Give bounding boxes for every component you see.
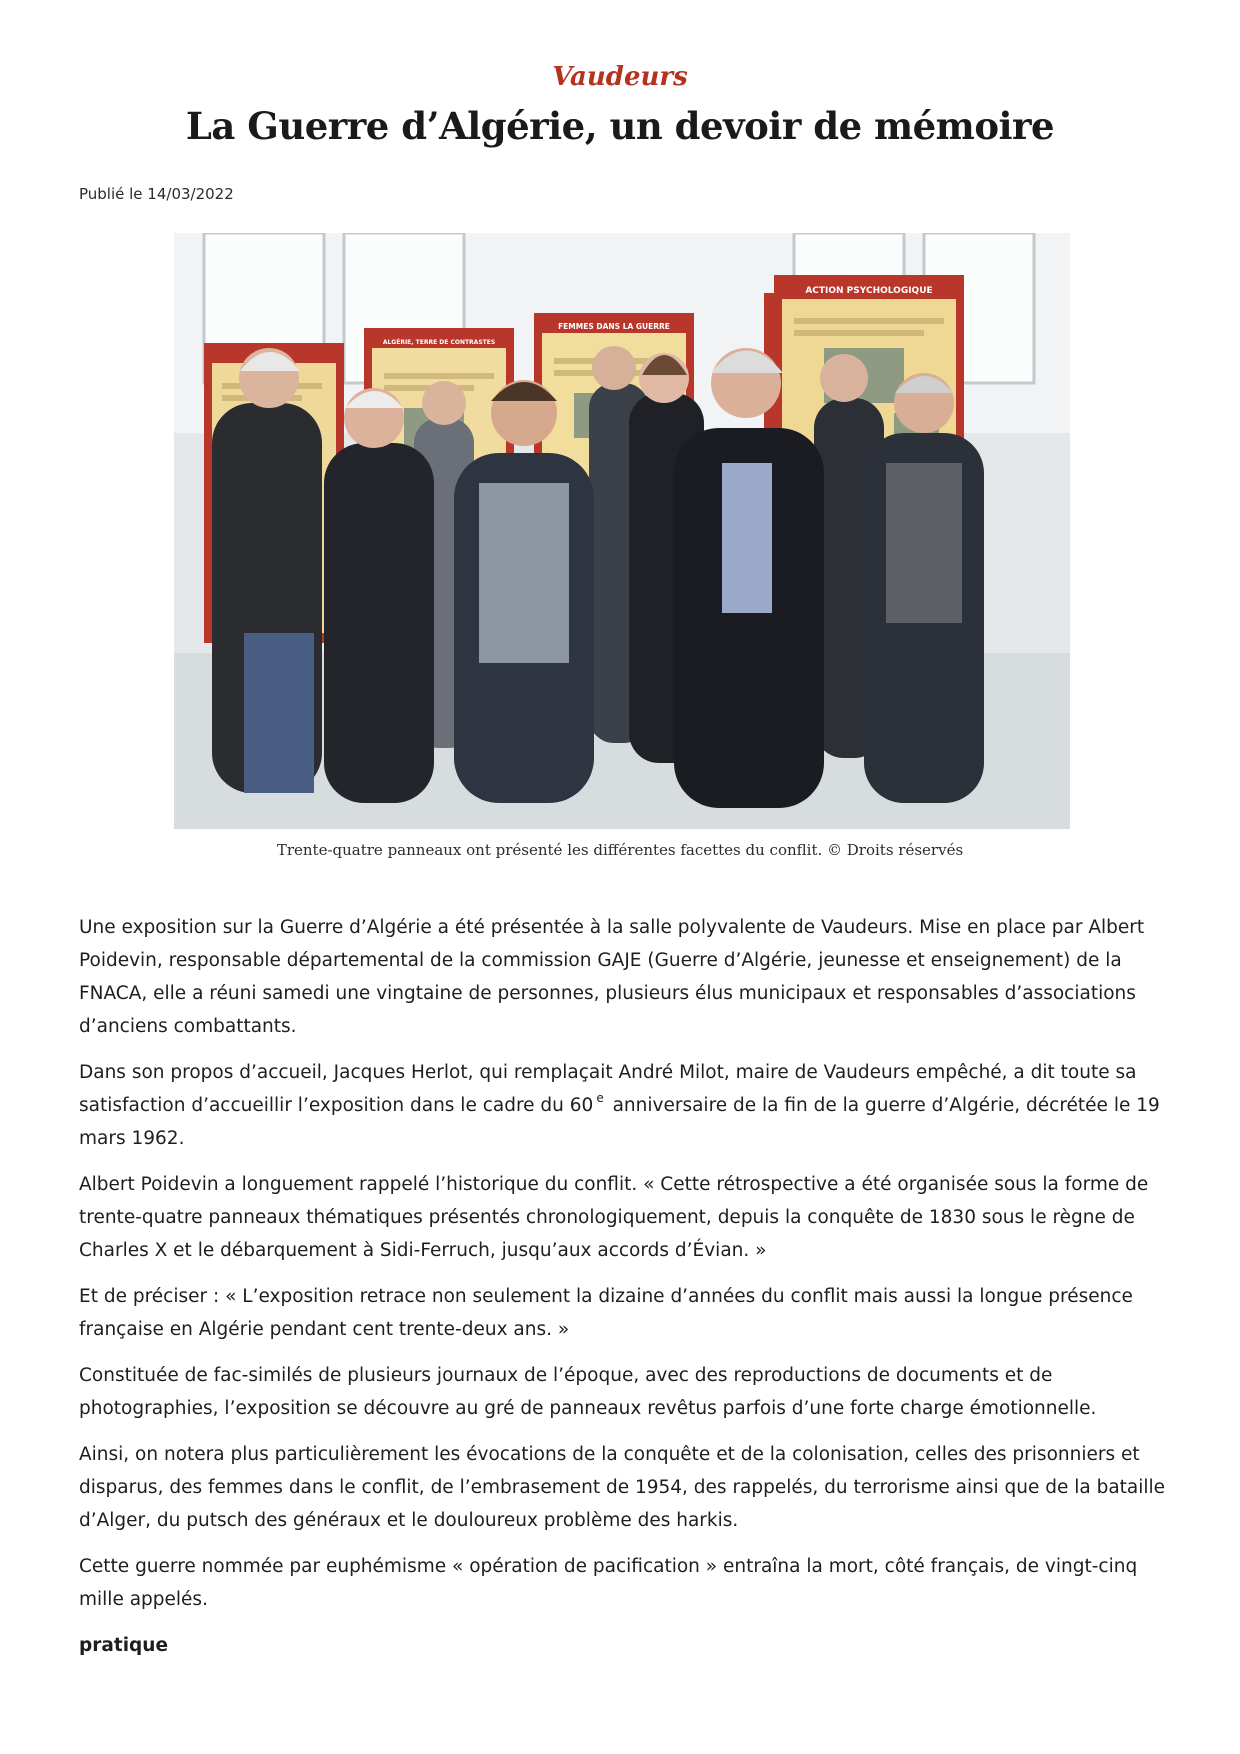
article-kicker: Vaudeurs	[552, 62, 688, 92]
group-photo	[174, 233, 1070, 829]
panel-title-psychologique: ACTION PSYCHOLOGIQUE	[805, 286, 933, 296]
paragraph-5: Constituée de fac-similés de plusieurs journaux de l’époque, avec des reproductions de documents et de photographies, l’exposition se découvre au gré de panneaux revêtus parfois d’une forte charge émotionnelle.	[79, 1365, 1097, 1419]
paragraph-6: Ainsi, on notera plus particulièrement les évocations de la conquête et de la colonisation, celles des prisonniers et disparus, des femmes dans le conflit, de l’embrasement de 1954, des rappelés, du terrorisme ainsi que de la bataille d’Alger, du putsch des généraux et le douloureux problème des harkis.	[79, 1444, 1166, 1531]
ordinal-superscript: e	[596, 1091, 604, 1105]
article-title: La Guerre d’Algérie, un devoir de mémoire	[185, 104, 1055, 148]
paragraph-2-text-b: anniversaire de la fin de la guerre d’Algérie, décrétée le 19 mars 1962.	[79, 1095, 1160, 1149]
paragraph-1: Une exposition sur la Guerre d’Algérie a été présentée à la salle polyvalente de Vaudeurs. Mise en place par Albert Poidevin, responsable départemental de la commission GAJE (Guerre d’Algérie, jeunesse et enseignement) de la FNACA, elle a réuni samedi une vingtaine de personnes, plusieurs élus municipaux et responsables d’associations d’anciens combattants.	[79, 917, 1145, 1037]
paragraph-4: Et de préciser : « L’exposition retrace non seulement la dizaine d’années du conflit mais aussi la longue présence française en Algérie pendant cent trente-deux ans. »	[79, 1286, 1133, 1340]
paragraph-3: Albert Poidevin a longuement rappelé l’historique du conflit. « Cette rétrospective a été organisée sous la forme de trente-quatre panneaux thématiques présentés chronologiquement, depuis la conquête de 1830 sous le règne de Charles X et le débarquement à Sidi-Ferruch, jusqu’aux accords d’Évian. »	[79, 1174, 1149, 1261]
footer-label: pratique	[79, 1635, 168, 1656]
publication-date: Publié le 14/03/2022	[79, 185, 234, 203]
paragraph-2-text-a: Dans son propos d’accueil, Jacques Herlot, qui remplaçait André Milot, maire de Vaudeurs empêché, a dit toute sa satisfaction d’accueillir l’exposition dans le cadre du 60	[79, 1062, 1137, 1116]
photo-caption: Trente-quatre panneaux ont présenté les différentes facettes du conflit. © Droits réservés	[276, 841, 964, 859]
paragraph-7: Cette guerre nommée par euphémisme « opération de pacification » entraîna la mort, côté français, de vingt-cinq mille appelés.	[79, 1556, 1138, 1610]
group-photo-image	[174, 233, 1070, 829]
paragraph-2	[79, 1056, 1169, 1155]
article-body	[79, 911, 1169, 1675]
panel-title-femmes: FEMMES DANS LA GUERRE	[558, 322, 670, 331]
panel-title-contrastes: ALGÉRIE, TERRE DE CONTRASTES	[382, 339, 496, 346]
